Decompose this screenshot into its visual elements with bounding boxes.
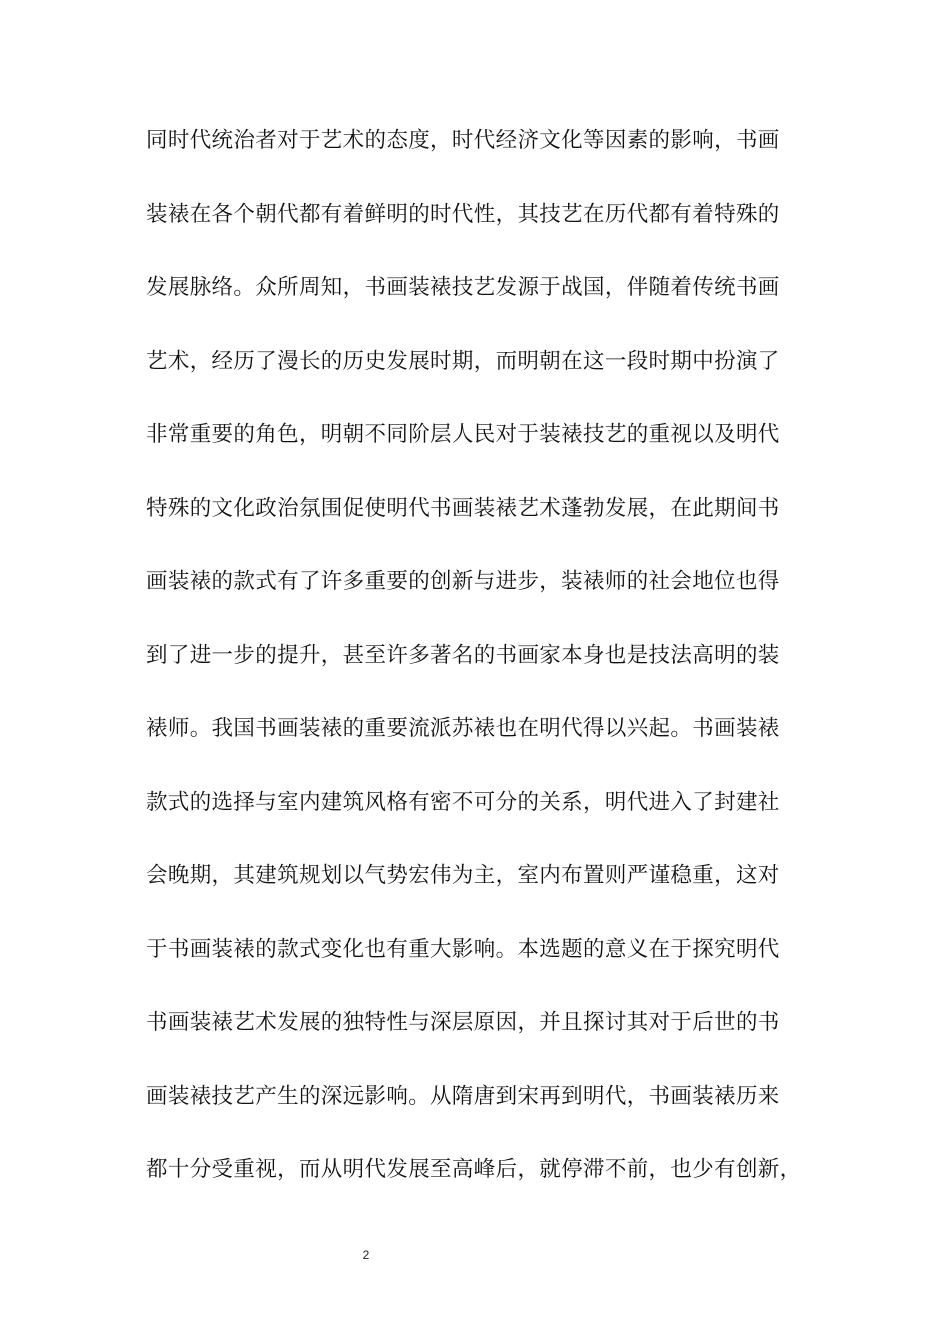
text-line: 于书画装裱的款式变化也有重大影响。本选题的意义在于探究明代 — [146, 936, 780, 962]
text-line: 裱师。我国书画装裱的重要流派苏裱也在明代得以兴起。书画装裱 — [146, 716, 780, 741]
text-line: 艺术，经历了漫长的历史发展时期，而明朝在这一段时期中扮演了 — [146, 348, 780, 374]
text-line: 非常重要的角色，明朝不同阶层人民对于装裱技艺的重视以及明代 — [146, 422, 780, 447]
text-line: 书画装裱艺术发展的独特性与深层原因，并且探讨其对于后世的书 — [146, 1010, 780, 1035]
text-line: 会晚期，其建筑规划以气势宏伟为主，室内布置则严谨稳重，这对 — [146, 863, 780, 888]
text-line: 发展脉络。众所周知，书画装裱技艺发源于战国，伴随着传统书画 — [146, 275, 780, 300]
text-line: 画装裱技艺产生的深远影响。从隋唐到宋再到明代，书画装裱历来 — [146, 1083, 780, 1109]
text-line: 款式的选择与室内建筑风格有密不可分的关系，明代进入了封建社 — [146, 789, 780, 815]
page-number: 2 — [362, 1248, 370, 1262]
text-line: 特殊的文化政治氛围促使明代书画装裱艺术蓬勃发展，在此期间书 — [146, 495, 780, 521]
text-line: 到了进一步的提升，甚至许多著名的书画家本身也是技法高明的装 — [146, 642, 780, 668]
text-line: 同时代统治者对于艺术的态度，时代经济文化等因素的影响，书画 — [146, 128, 780, 153]
text-line: 都十分受重视，而从明代发展至高峰后，就停滞不前，也少有创新， — [146, 1157, 802, 1182]
text-line: 画装裱的款式有了许多重要的创新与进步，装裱师的社会地位也得 — [146, 569, 780, 594]
text-line: 装裱在各个朝代都有着鲜明的时代性，其技艺在历代都有着特殊的 — [146, 201, 780, 227]
body-text — [146, 119, 836, 1222]
